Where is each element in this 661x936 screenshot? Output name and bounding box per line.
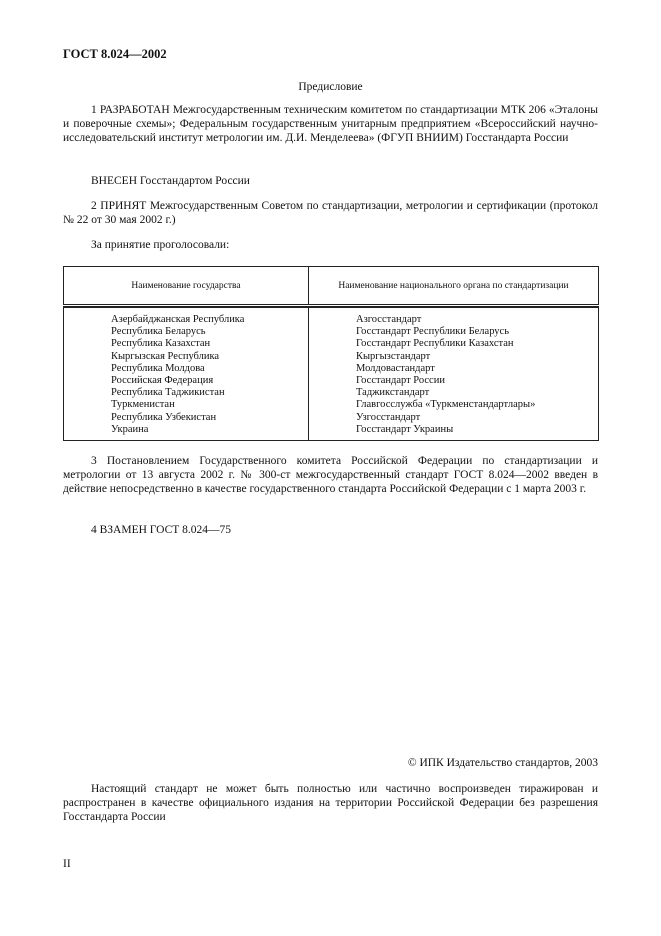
page-number: II (63, 858, 71, 870)
paragraph-resolution: 3 Постановлением Государственного комитета Российской Федерации по стандартизации и метрологии от 13 августа 2002 г. № 300-ст межгосударственный стандарт ГОСТ 8.024—2002 введен в действие непосредственно в качестве государственного стандарта Российской Федерации с 1 марта 2003 г. (63, 455, 598, 495)
table-header-row (64, 267, 599, 306)
paragraph-adopted: 2 ПРИНЯТ Межгосударственным Советом по стандартизации, метрологии и сертификации (протокол № 22 от 30 мая 2002 г.) (63, 200, 598, 226)
list-item: Госстандарт Республики Казахстан (356, 338, 514, 350)
list-item: Таджикстандарт (356, 387, 430, 399)
list-item: Российская Федерация (111, 375, 214, 387)
col-header-body: Наименование национального органа по стандартизации (309, 267, 599, 306)
list-item: Туркменистан (111, 399, 175, 411)
reproduction-notice: Настоящий стандарт не может быть полностью или частично воспроизведен тиражирован и распространен в качестве официального издания на территории Российской Федерации без разрешения Госстандарта России (63, 783, 598, 823)
list-item: Молдовастандарт (356, 362, 435, 374)
states-list (64, 308, 309, 441)
table-body-row (64, 308, 599, 441)
bodies-list (309, 308, 599, 441)
list-item: Главгосслужба «Туркменстандартлары» (356, 399, 536, 411)
col-header-state: Наименование государства (64, 267, 309, 306)
list-item: Госстандарт Республики Беларусь (356, 326, 510, 338)
list-item: Госстандарт Украины (356, 423, 454, 435)
list-item: Республика Беларусь (111, 326, 206, 338)
document-code: ГОСТ 8.024—2002 (63, 47, 167, 61)
list-item: Госстандарт России (356, 375, 445, 387)
voted-label: За принятие проголосовали: (91, 239, 230, 251)
list-item: Республика Казахстан (111, 338, 211, 350)
list-item: Кыргызстандарт (356, 350, 431, 362)
section-title: Предисловие (298, 81, 363, 93)
copyright: © ИПК Издательство стандартов, 2003 (407, 757, 598, 769)
list-item: Республика Узбекистан (111, 411, 217, 423)
list-item: Кыргызская Республика (111, 350, 220, 362)
list-item: Азербайджанская Республика (111, 314, 245, 325)
paragraph-replaces: 4 ВЗАМЕН ГОСТ 8.024—75 (91, 524, 232, 536)
list-item: Азгосстандарт (356, 314, 422, 325)
paragraph-introduced: ВНЕСЕН Госстандартом России (91, 175, 250, 187)
voting-table (63, 266, 599, 441)
paragraph-developed: 1 РАЗРАБОТАН Межгосударственным техническим комитетом по стандартизации МТК 206 «Эталоны и поверочные схемы»; Федеральным государственным унитарным предприятием «Всероссийский научно-исследовательский институт метрологии им. Д.И. Менделеева» (ФГУП ВНИИМ) Госстандарта России (63, 104, 598, 144)
list-item: Украина (111, 423, 149, 435)
list-item: Республика Молдова (111, 362, 205, 374)
list-item: Республика Таджикистан (111, 387, 225, 399)
list-item: Узгосстандарт (356, 411, 421, 423)
